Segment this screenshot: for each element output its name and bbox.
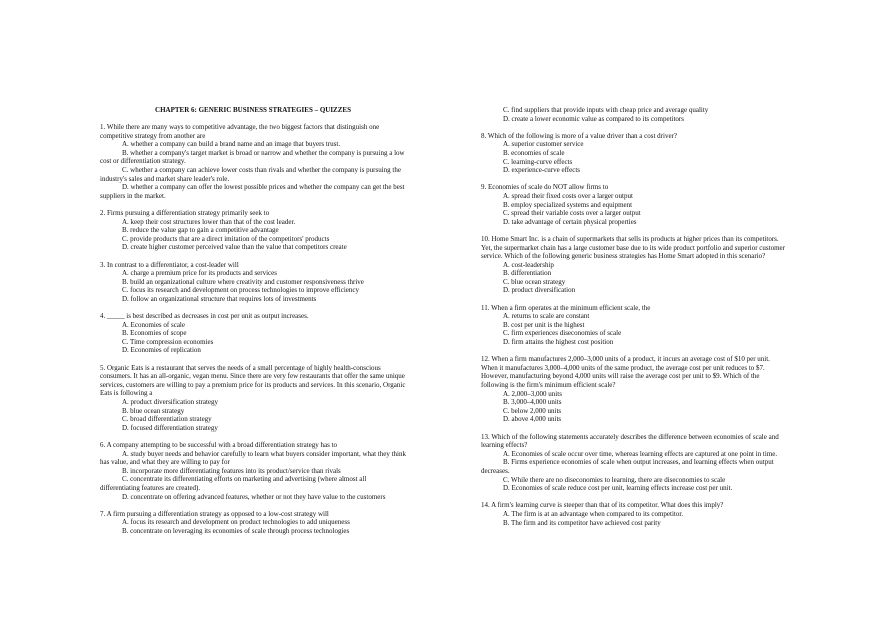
answer-option: A. The firm is at an advantage when compared to its competitor. bbox=[503, 509, 684, 518]
answer-option: B. blue ocean strategy bbox=[122, 406, 185, 415]
answer-option: C. firm experiences diseconomies of scale bbox=[503, 329, 622, 338]
answer-option: D. create higher customer perceived value than the value that competitors create bbox=[122, 243, 347, 252]
right-column bbox=[481, 106, 787, 536]
answer-option: C. blue ocean strategy bbox=[503, 277, 566, 286]
question-stem: 8. Which of the following is more of a value driver than a cost driver? bbox=[481, 131, 678, 140]
answer-option: B. concentrate on leveraging its economies of scale through process technologies bbox=[122, 526, 350, 535]
question-block bbox=[481, 132, 787, 175]
answer-option: C. spread their variable costs over a larger output bbox=[503, 209, 641, 218]
answer-option: A. cost-leadership bbox=[503, 260, 554, 269]
answer-option: A. study buyer needs and behavior carefully to learn what buyers consider important, what they think has value, and what they are willing to pay for bbox=[100, 449, 407, 467]
answer-option: C. focus its research and development on process technologies to improve efficiency bbox=[122, 286, 360, 295]
answer-option: A. focus its research and development on product technologies to add uniqueness bbox=[122, 518, 350, 527]
answer-option: B. incorporate more differentiating features into its product/service than rivals bbox=[122, 466, 341, 475]
answer-option: A. whether a company can build a brand name and an image that buyers trust. bbox=[122, 140, 341, 149]
answer-option: A. superior customer service bbox=[503, 140, 584, 149]
page-title: CHAPTER 6: GENERIC BUSINESS STRATEGIES – QUIZZES bbox=[155, 106, 351, 114]
question-block bbox=[100, 364, 406, 433]
answer-option: D. experience-curve effects bbox=[503, 166, 581, 175]
question-stem: 11. When a firm operates at the minimum efficient scale, the bbox=[481, 303, 651, 312]
left-column bbox=[100, 123, 406, 544]
answer-option: A. 2,000–3,000 units bbox=[503, 389, 562, 398]
question-block bbox=[100, 209, 406, 252]
answer-option: C. find suppliers that provide inputs with cheap price and average quality bbox=[503, 106, 709, 114]
answer-option: C. below 2,000 units bbox=[503, 406, 562, 415]
answer-option: D. create a lower economic value as compared to its competitors bbox=[503, 114, 684, 123]
answer-option: D. product diversification bbox=[503, 286, 576, 295]
answer-option: B. cost per unit is the highest bbox=[503, 320, 585, 329]
answer-option: B. economies of scale bbox=[503, 148, 565, 157]
answer-option: A. charge a premium price for its products and services bbox=[122, 269, 277, 278]
answer-option: C. concentrate its differentiating efforts on marketing and advertising (where almost all differentiating features are created). bbox=[100, 475, 367, 492]
question-block bbox=[100, 261, 406, 304]
question-block bbox=[481, 304, 787, 347]
answer-option: B. 3,000–4,000 units bbox=[503, 398, 562, 407]
answer-option: C. While there are no diseconomies to learning, there are diseconomies to scale bbox=[503, 475, 726, 484]
question-block bbox=[481, 355, 787, 424]
answer-option: A. returns to scale are constant bbox=[503, 312, 590, 321]
answer-option: D. whether a company can offer the lowest possible prices and whether the company can get the best suppliers in the market. bbox=[100, 183, 405, 200]
answer-option: B. Economies of scope bbox=[122, 329, 187, 338]
question-block bbox=[481, 433, 787, 493]
answer-option: C. Time compression economies bbox=[122, 337, 214, 346]
question-stem: 13. Which of the following statements accurately describes the difference between economies of scale and learning effects? bbox=[481, 432, 779, 450]
question-block bbox=[100, 312, 406, 355]
answer-option: B. build an organizational culture where creativity and customer responsiveness thrive bbox=[122, 277, 364, 286]
question-block bbox=[481, 501, 787, 527]
answer-option: B. whether a company's target market is broad or narrow and whether the company is pursuing a low cost or differentiation strategy. bbox=[100, 148, 405, 166]
answer-option: D. follow an organizational structure that requires lots of investments bbox=[122, 294, 317, 303]
question-stem: 6. A company attempting to be successful with a broad differentiation strategy has to bbox=[100, 440, 338, 449]
question-block bbox=[100, 123, 406, 200]
answer-option: D. Economies of scale reduce cost per unit, learning effects increase cost per unit. bbox=[503, 484, 733, 493]
answer-option: A. product diversification strategy bbox=[122, 398, 219, 406]
question-stem: 12. When a firm manufactures 2,000–3,000 units of a product, it incurs an average cost of $10 per unit. When it manufactures 3,000–4,000 units of the same product, the average cost per unit reduces to $7. However, manufacturing beyond 4,000 units will raise the average cost per unit to $9. Which of the following is the firm's minimum efficient scale? bbox=[481, 355, 770, 389]
answer-option: A. Economies of scale occur over time, whereas learning effects are captured at one point in time. bbox=[503, 449, 778, 458]
answer-option: B. employ specialized systems and equipment bbox=[503, 200, 633, 209]
answer-option: B. reduce the value gap to gain a competitive advantage bbox=[122, 226, 279, 235]
question-stem: 4. _____ is best described as decreases in cost per unit as output increases. bbox=[100, 312, 309, 321]
question-stem: 5. Organic Eats is a restaurant that serves the needs of a small percentage of highly health-conscious consumers. It has an all-organic, vegan menu. Since there are very few restaurants that offer the same unique services, customers are willing to pay a premium price for its products and services. In this scenario, Organic Eats is following a bbox=[100, 363, 406, 398]
answer-option: D. concentrate on offering advanced features, whether or not they have value to the customers bbox=[122, 492, 386, 501]
answer-option: D. firm attains the highest cost position bbox=[503, 338, 614, 347]
question-stem: 14. A firm's learning curve is steeper than that of its competitor. What does this imply? bbox=[481, 501, 724, 510]
question-stem: 3. In contrast to a differentiator, a cost-leader will bbox=[100, 260, 239, 269]
question-stem: 1. While there are many ways to competitive advantage, the two biggest factors that distinguish one competitive strategy from another are bbox=[100, 123, 380, 140]
answer-option: A. keep their cost structures lower than that of the cost leader. bbox=[122, 217, 296, 226]
answer-option: C. learning-curve effects bbox=[503, 157, 573, 166]
question-stem: 7. A firm pursuing a differentiation strategy as opposed to a low-cost strategy will bbox=[100, 509, 329, 518]
question-block bbox=[100, 510, 406, 536]
answer-option: A. spread their fixed costs over a larger output bbox=[503, 191, 633, 200]
answer-option: D. Economies of replication bbox=[122, 346, 201, 355]
question-stem: 2. Firms pursuing a differentiation strategy primarily seek to bbox=[100, 208, 270, 217]
answer-option: C. provide products that are a direct imitation of the competitors' products bbox=[122, 234, 330, 243]
answer-option: B. Firms experience economies of scale when output increases, and learning effects when output decreases. bbox=[481, 458, 774, 475]
question-stem: 10. Home Smart Inc. is a chain of supermarkets that sells its products at higher prices than its competitors. Yet, the supermarket chain has a large customer base due to its wide product portfolio and superior customer service. Which of the following generic business strategies has Home Smart adopted in this scenario? bbox=[481, 234, 785, 261]
answer-option: D. take advantage of certain physical properties bbox=[503, 217, 637, 226]
answer-option: B. The firm and its competitor have achieved cost parity bbox=[503, 518, 661, 527]
answer-option: D. focused differentiation strategy bbox=[122, 423, 218, 432]
question-block bbox=[100, 441, 406, 501]
answer-option: A. Economies of scale bbox=[122, 320, 185, 329]
answer-option: B. differentiation bbox=[503, 269, 552, 278]
question-block-continued bbox=[481, 106, 787, 123]
question-block bbox=[481, 183, 787, 226]
question-block bbox=[481, 235, 787, 295]
answer-option: D. above 4,000 units bbox=[503, 415, 562, 424]
question-stem: 9. Economies of scale do NOT allow firms to bbox=[481, 183, 609, 192]
answer-option: C. broad differentiation strategy bbox=[122, 415, 212, 424]
answer-option: C. whether a company can achieve lower costs than rivals and whether the company is pursuing the industry's sales and market share leader's role. bbox=[100, 165, 401, 183]
